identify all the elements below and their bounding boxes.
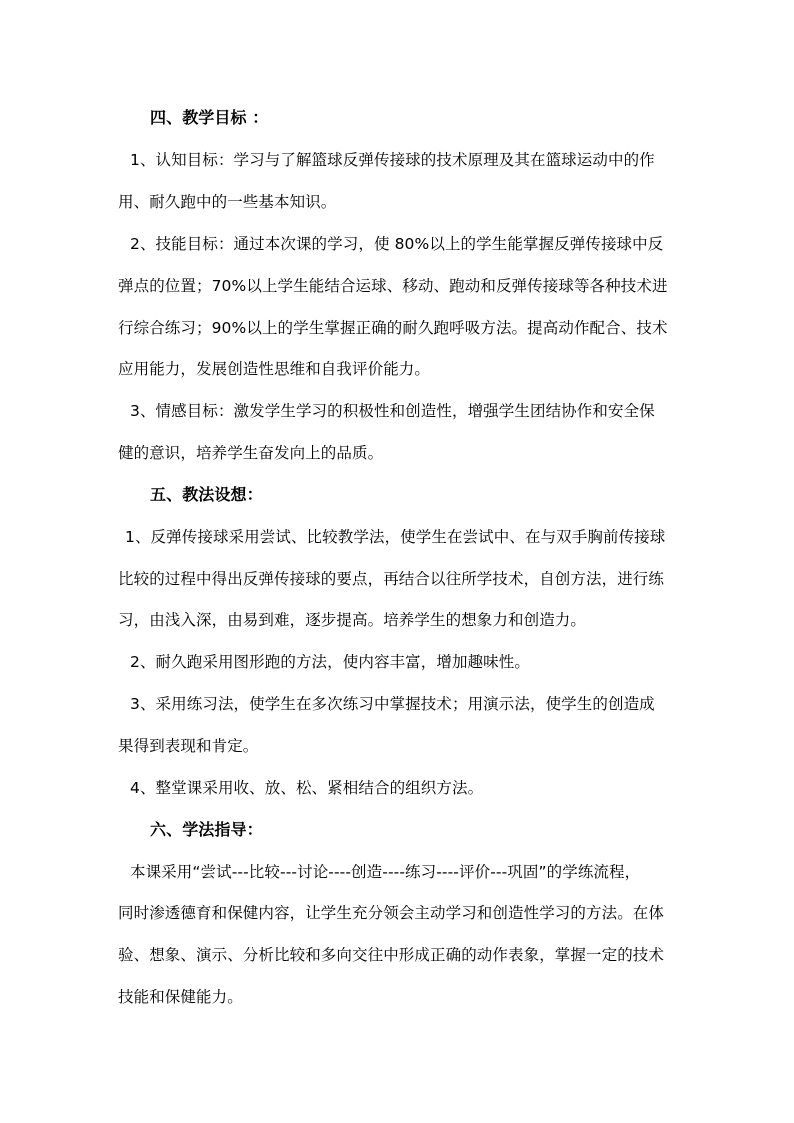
paragraph-line: 应用能力，发展创造性思维和自我评价能力。: [118, 360, 431, 378]
paragraph-line: 1、反弹传接球采用尝试、比较教学法，使学生在尝试中、在与双手胸前传接球: [125, 528, 666, 546]
paragraph-line: 3、情感目标：激发学生学习的积极性和创造性，增强学生团结协作和安全保: [130, 402, 655, 420]
section-heading-learning-guidance: 六、学法指导：: [150, 820, 263, 839]
paragraph-line: 健的意识，培养学生奋发向上的品质。: [118, 444, 384, 462]
section-heading-teaching-goals: 四、教学目标 ：: [150, 108, 269, 127]
paragraph-line: 1、认知目标：学习与了解篮球反弹传接球的技术原理及其在篮球运动中的作: [130, 151, 655, 169]
paragraph-line: 弹点的位置；70%以上学生能结合运球、移动、跑动和反弹传接球等各种技术进: [118, 277, 668, 295]
section-heading-teaching-method: 五、教法设想：: [150, 485, 263, 504]
paragraph-line: 用、耐久跑中的一些基本知识。: [118, 193, 337, 211]
paragraph-line: 果得到表现和肯定。: [118, 737, 259, 755]
paragraph-line: 比较的过程中得出反弹传接球的要点，再结合以往所学技术，自创方法，进行练: [118, 570, 665, 588]
paragraph-line: 2、技能目标：通过本次课的学习，使 80%以上的学生能掌握反弹传接球中反: [130, 235, 664, 253]
paragraph-line: 技能和保健能力。: [118, 988, 243, 1006]
paragraph-line: 行综合练习；90%以上的学生掌握正确的耐久跑呼吸方法。提高动作配合、技术: [118, 319, 668, 337]
paragraph-line: 验、想象、演示、分析比较和多向交往中形成正确的动作表象，掌握一定的技术: [118, 946, 665, 964]
paragraph-line: 3、采用练习法，使学生在多次练习中掌握技术；用演示法，使学生的创造成: [130, 695, 655, 713]
paragraph-line: 本课采用“尝试---比较---讨论----创造----练习----评价---巩固”的学练流程，: [130, 863, 641, 881]
paragraph-line: 2、耐久跑采用图形跑的方法，使内容丰富，增加趣味性。: [130, 653, 530, 671]
paragraph-line: 4、整堂课采用收、放、松、紧相结合的组织方法。: [130, 779, 484, 797]
paragraph-line: 同时渗透德育和保健内容，让学生充分领会主动学习和创造性学习的方法。在体: [118, 904, 665, 922]
paragraph-line: 习，由浅入深，由易到难，逐步提高。培养学生的想象力和创造力。: [118, 611, 587, 629]
